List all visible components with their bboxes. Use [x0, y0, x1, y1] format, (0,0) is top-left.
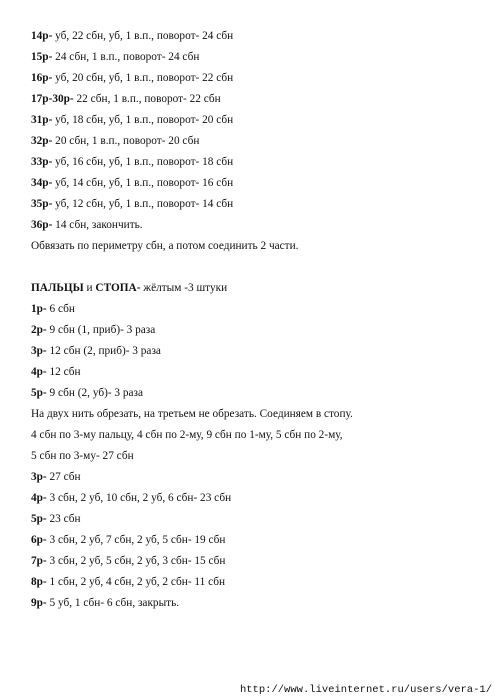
row-line	[31, 596, 179, 610]
row-line	[31, 344, 161, 358]
row-line	[31, 323, 155, 337]
row-label: 3р-	[31, 471, 47, 483]
section-title-and: и	[83, 282, 96, 294]
row-text: уб, 12 сбн, уб, 1 в.п., поворот- 14 сбн	[52, 198, 234, 210]
join-line-2: 5 сбн по 3-му- 27 сбн	[31, 450, 134, 462]
row-line	[31, 92, 221, 106]
row-line	[31, 512, 81, 526]
row-label: 4р-	[31, 492, 47, 504]
row-label: 31р-	[31, 114, 53, 126]
row-line	[31, 134, 199, 148]
row-label: 34р-	[31, 177, 53, 189]
row-line	[31, 29, 233, 43]
row-line	[31, 533, 225, 547]
row-line	[31, 575, 225, 589]
row-line	[31, 113, 233, 127]
row-line	[31, 365, 81, 379]
row-label: 35р-	[31, 198, 53, 210]
row-text: 27 сбн	[46, 471, 81, 483]
section-title-fingers: ПАЛЬЦЫ	[31, 282, 84, 294]
row-line	[31, 470, 81, 484]
row-line	[31, 176, 233, 190]
row-text: 24 сбн, 1 в.п., поворот- 24 сбн	[52, 51, 200, 63]
row-text: уб, 20 сбн, уб, 1 в.п., поворот- 22 сбн	[52, 72, 234, 84]
row-text: 3 сбн, 2 уб, 7 сбн, 2 уб, 5 сбн- 19 сбн	[46, 534, 226, 546]
row-line	[31, 218, 143, 232]
row-line	[31, 386, 143, 400]
row-text: 14 сбн, закончить.	[52, 219, 143, 231]
row-label: 6р-	[31, 534, 47, 546]
row-text: уб, 18 сбн, уб, 1 в.п., поворот- 20 сбн	[52, 114, 234, 126]
row-text: 3 сбн, 2 уб, 10 сбн, 2 уб, 6 сбн- 23 сбн	[46, 492, 232, 504]
row-label: 1р-	[31, 303, 47, 315]
row-text: 3 сбн, 2 уб, 5 сбн, 2 уб, 3 сбн- 15 сбн	[46, 555, 226, 567]
row-label: 17р-30р-	[31, 93, 74, 105]
row-label: 32р-	[31, 135, 53, 147]
row-label: 8р-	[31, 576, 47, 588]
row-text: уб, 16 сбн, уб, 1 в.п., поворот- 18 сбн	[52, 156, 234, 168]
row-text: 12 сбн (2, приб)- 3 раза	[46, 345, 161, 357]
row-label: 5р-	[31, 387, 47, 399]
row-label: 7р-	[31, 555, 47, 567]
row-text: 23 сбн	[46, 513, 81, 525]
row-label: 16р-	[31, 72, 53, 84]
finish-note: Обвязать по периметру сбн, а потом соединить 2 части.	[31, 240, 299, 252]
row-text: 9 сбн (2, уб)- 3 раза	[46, 387, 144, 399]
row-label: 15р-	[31, 51, 53, 63]
section-title-foot: СТОПА-	[95, 282, 141, 294]
row-text: 6 сбн	[46, 303, 75, 315]
row-label: 33р-	[31, 156, 53, 168]
row-line	[31, 197, 233, 211]
row-line	[31, 491, 231, 505]
row-label: 9р-	[31, 597, 47, 609]
row-label: 3р-	[31, 345, 47, 357]
row-label: 2р-	[31, 324, 47, 336]
row-text: 1 сбн, 2 уб, 4 сбн, 2 уб, 2 сбн- 11 сбн	[46, 576, 226, 588]
row-text: 12 сбн	[46, 366, 81, 378]
section-heading	[31, 281, 227, 295]
row-label: 5р-	[31, 513, 47, 525]
row-line	[31, 155, 233, 169]
row-text: 20 сбн, 1 в.п., поворот- 20 сбн	[52, 135, 200, 147]
row-line	[31, 71, 233, 85]
join-line-1: 4 сбн по 3-му пальцу, 4 сбн по 2-му, 9 сбн по 1-му, 5 сбн по 2-му,	[31, 429, 343, 441]
row-label: 36р-	[31, 219, 53, 231]
section-title-rest: жёлтым -3 штуки	[140, 282, 228, 294]
row-line	[31, 50, 199, 64]
row-text: 22 сбн, 1 в.п., поворот- 22 сбн	[73, 93, 221, 105]
row-line	[31, 302, 75, 316]
row-line	[31, 554, 225, 568]
row-text: уб, 14 сбн, уб, 1 в.п., поворот- 16 сбн	[52, 177, 234, 189]
row-text: уб, 22 сбн, уб, 1 в.п., поворот- 24 сбн	[52, 30, 234, 42]
row-label: 4р-	[31, 366, 47, 378]
cut-note: На двух нить обрезать, на третьем не обрезать. Соединяем в стопу.	[31, 408, 353, 420]
row-text: 9 сбн (1, приб)- 3 раза	[46, 324, 156, 336]
source-url-watermark: http://www.liveinternet.ru/users/vera-1/	[239, 684, 492, 696]
row-label: 14р-	[31, 30, 53, 42]
row-text: 5 уб, 1 сбн- 6 сбн, закрыть.	[46, 597, 180, 609]
